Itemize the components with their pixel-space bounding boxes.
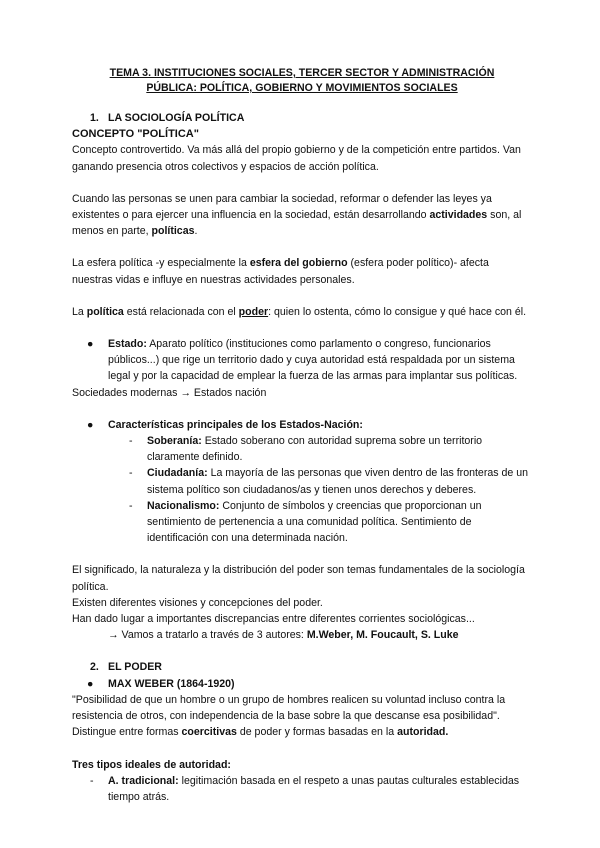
paragraph-sphere: La esfera política -y especialmente la esfera del gobierno (esfera poder político)- afecta nuestras vidas e influye en nuestras actividades personales. (72, 257, 489, 286)
paragraph-power: La política está relacionada con el poder: quien lo ostenta, cómo lo consigue y qué hace con él. (72, 305, 527, 318)
section-1-heading: 1. LA SOCIOLOGÍA POLÍTICA (90, 112, 245, 124)
bullet-estado: ● Estado: Aparato político (instituciones como parlamento o congreso, funcionarios públicos...) que rige un territorio dado y cuya autoridad está respaldada por un sistema legal y por la capacidad de emplear la fuerza de las armas para implantar sus políticas. (87, 338, 518, 383)
document-title (72, 66, 532, 96)
paragraph-meaning: El significado, la naturaleza y la distribución del poder son temas fundamentales de la sociología política. (72, 564, 525, 593)
bullet-icon: ● (87, 418, 94, 431)
sub-soberania: - Soberanía: Estado soberano con autoridad suprema sobre un territorio claramente definido. (129, 435, 483, 464)
bullet-icon: ● (87, 338, 94, 351)
paragraph-discrepancies: Han dado lugar a importantes discrepancias entre diferentes corrientes sociológicas... (72, 613, 475, 626)
weber-quote: "Posibilidad de que un hombre o un grupo de hombres realicen su voluntad incluso contra la resistencia de otros, con independencia de la base sobre la que descanse esa posibilidad". (72, 693, 506, 723)
bullet-icon: ● (87, 677, 94, 690)
title-line-1: TEMA 3. INSTITUCIONES SOCIALES, TERCER SECTOR Y ADMINISTRACIÓN (109, 67, 495, 79)
paragraph-distingue: Distingue entre formas coercitivas de poder y formas basadas en la autoridad. (72, 726, 449, 739)
concept-heading: CONCEPTO "POLÍTICA" (72, 128, 199, 141)
tipo-tradicional: - A. tradicional: legitimación basada en el respeto a unas pautas culturales establecidas tiempo atrás. (90, 774, 520, 803)
sociedades-line: Sociedades modernas → Estados nación (72, 386, 267, 399)
bullet-caracteristicas: ● Características principales de los Estados-Nación: (72, 417, 532, 433)
tipos-heading: Tres tipos ideales de autoridad: (72, 758, 231, 771)
sub-ciudadania: - Ciudadanía: La mayoría de las personas que viven dentro de las fronteras de un sistema político son ciudadanos/as y tienen unos derechos y deberes. (129, 467, 528, 496)
paragraph-concept: Concepto controvertido. Va más allá del propio gobierno y de la competición entre partidos. Van ganando presencia otros colectivos y espacios de acción política. (72, 144, 521, 173)
document-page (72, 66, 532, 805)
dash-icon: - (129, 499, 133, 512)
paragraph-visions: Existen diferentes visiones y concepciones del poder. (72, 596, 323, 609)
sub-nacionalismo: - Nacionalismo: Conjunto de símbolos y creencias que proporcionan un sentimiento de pertenencia a una comunidad política. Sentimiento de identificación con una determinada nación. (129, 499, 482, 545)
dash-icon: - (129, 435, 133, 448)
paragraph-activities: Cuando las personas se unen para cambiar la sociedad, reformar o defender las leyes ya existentes o para ejercer una influencia en la sociedad, están desarrollando actividades son, al menos en parte, políticas. (72, 192, 522, 238)
authors-line: → Vamos a tratarlo a través de 3 autores: M.Weber, M. Foucault, S. Luke (108, 629, 459, 642)
dash-icon: - (129, 467, 133, 480)
title-line-2: PÚBLICA: POLÍTICA, GOBIERNO Y MOVIMIENTOS SOCIALES (146, 82, 458, 94)
bullet-weber: ● MAX WEBER (1864-1920) (72, 676, 532, 692)
dash-icon: - (90, 774, 94, 787)
section-2-heading: 2. EL PODER (90, 661, 162, 674)
